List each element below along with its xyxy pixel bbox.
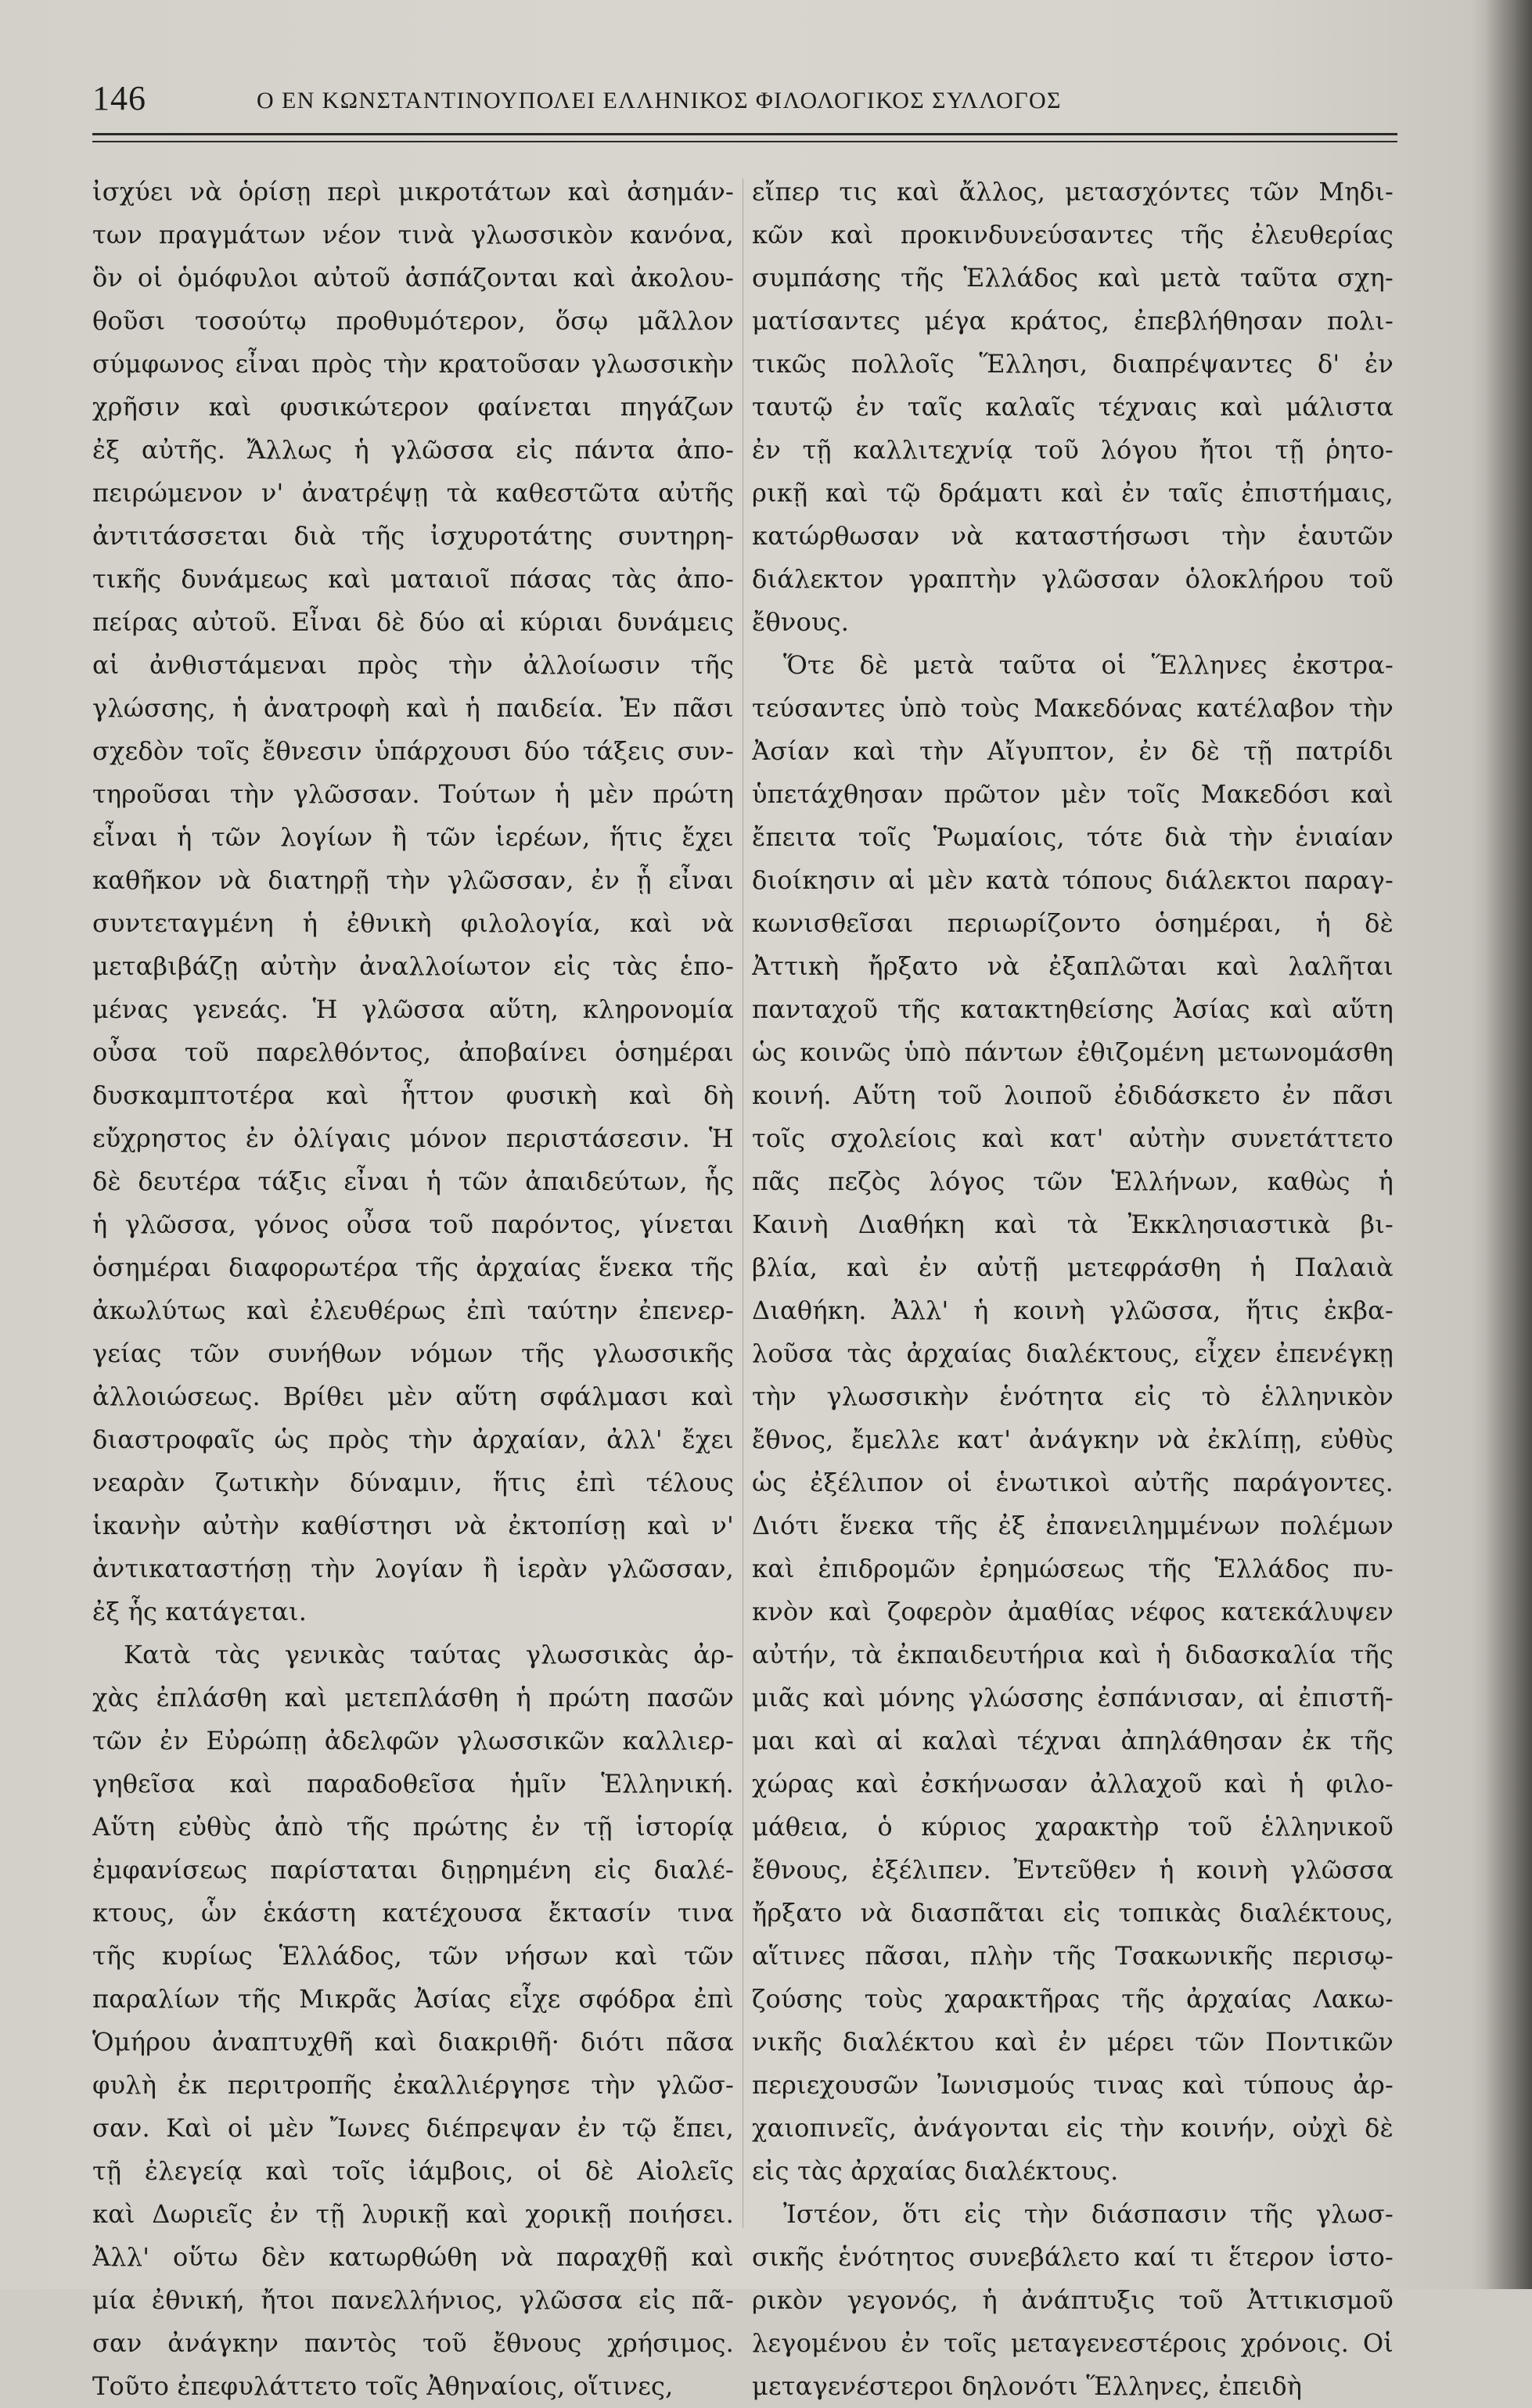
left-column-line: καὶ Δωριεῖς ἐν τῇ λυρικῇ καὶ χορικῇ ποιήσει.	[92, 2199, 734, 2229]
left-column-line: χὰς ἐπλάσθη καὶ μετεπλάσθη ἡ πρώτη πασῶν	[92, 1683, 734, 1713]
left-column-line: σαν ἀνάγκην παντὸς τοῦ ἔθνους χρήσιμος.	[92, 2328, 734, 2358]
right-column-line: κνὸν καὶ ζοφερὸν ἀμαθίας νέφος κατεκάλυψεν	[752, 1597, 1394, 1626]
left-column-line: ἀλλοιώσεως. Βρίθει μὲν αὕτη σφάλμασι καὶ	[92, 1382, 734, 1411]
left-column-line: αἱ ἀνθιστάμεναι πρὸς τὴν ἀλλοίωσιν τῆς	[92, 650, 734, 680]
right-column-line: Ὅτε δὲ μετὰ ταῦτα οἱ Ἕλληνες ἐκστρα-	[783, 650, 1394, 680]
right-column-line: Ἰστέον, ὅτι εἰς τὴν διάσπασιν τῆς γλωσ-	[783, 2199, 1394, 2229]
left-column-line: μεταβιβάζῃ αὐτὴν ἀναλλοίωτον εἰς τὰς ἑπο-	[92, 951, 734, 981]
left-column-line: εἶναι ἡ τῶν λογίων ἢ τῶν ἱερέων, ἥτις ἔχει	[92, 822, 734, 852]
right-column-line: ὡς ἐξέλιπον οἱ ἑνωτικοὶ αὐτῆς παράγοντες.	[752, 1468, 1394, 1497]
page-gutter-shadow	[1485, 0, 1532, 2289]
right-column-line: χαιοπινεῖς, ἀνάγονται εἰς τὴν κοινήν, οὐχὶ δὲ	[752, 2113, 1394, 2143]
left-column-line: κτους, ὧν ἑκάστη κατέχουσα ἔκτασίν τινα	[92, 1898, 734, 1928]
left-column-line: γλώσσης, ἡ ἀνατροφὴ καὶ ἡ παιδεία. Ἐν πᾶσι	[92, 693, 734, 723]
right-column-line: ὑπετάχθησαν πρῶτον μὲν τοῖς Μακεδόσι καὶ	[752, 779, 1394, 809]
page-number: 146	[92, 79, 146, 117]
right-column-line: πανταχοῦ τῆς κατακτηθείσης Ἀσίας καὶ αὕτη	[752, 994, 1394, 1024]
left-column-line: μία ἐθνική, ἤτοι πανελλήνιος, γλῶσσα εἰς πᾶ-	[92, 2285, 734, 2315]
right-column-line: μάθεια, ὁ κύριος χαρακτὴρ τοῦ ἑλληνικοῦ	[752, 1812, 1394, 1842]
left-column-line: νεαρὰν ζωτικὴν δύναμιν, ἥτις ἐπὶ τέλους	[92, 1468, 734, 1497]
left-column-line: σαν. Καὶ οἱ μὲν Ἴωνες διέπρεψαν ἐν τῷ ἔπει,	[92, 2113, 734, 2143]
right-column-line: διοίκησιν αἱ μὲν κατὰ τόπους διάλεκτοι παραγ-	[752, 865, 1394, 895]
left-column-line: διαστροφαῖς ὡς πρὸς τὴν ἀρχαίαν, ἀλλ' ἔχει	[92, 1425, 734, 1454]
right-column-line: ἤρξατο νὰ διασπᾶται εἰς τοπικὰς διαλέκτους,	[752, 1898, 1394, 1928]
left-column-line: σχεδὸν τοῖς ἔθνεσιν ὑπάρχουσι δύο τάξεις συν-	[92, 736, 734, 766]
left-column-line: φυλὴ ἐκ περιτροπῆς ἐκαλλιέργησε τὴν γλῶσ-	[92, 2070, 734, 2100]
left-column-line: ἰσχύει νὰ ὁρίσῃ περὶ μικροτάτων καὶ ἀσημάν-	[92, 177, 734, 207]
right-column-line: ταυτῷ ἐν ταῖς καλαῖς τέχναις καὶ μάλιστα	[752, 392, 1394, 422]
left-column-line: καθῆκον νὰ διατηρῇ τὴν γλῶσσαν, ἐν ᾗ εἶναι	[92, 865, 734, 895]
left-column-line: τηροῦσαι τὴν γλῶσσαν. Τούτων ἡ μὲν πρώτη	[92, 779, 734, 809]
right-column-line: ἔθνους.	[752, 607, 850, 637]
right-column-line: ὡς κοινῶς ὑπὸ πάντων ἐθιζομένη μετωνομάσθη	[752, 1037, 1394, 1067]
right-column-line: λοῦσα τὰς ἀρχαίας διαλέκτους, εἶχεν ἐπενέγκῃ	[752, 1339, 1394, 1368]
right-column-line: τὴν γλωσσικὴν ἑνότητα εἰς τὸ ἑλληνικὸν	[752, 1382, 1394, 1411]
right-column-line: συμπάσης τῆς Ἑλλάδος καὶ μετὰ ταῦτα σχη-	[752, 263, 1394, 293]
left-column-line: πειρώμενον ν' ἀνατρέψῃ τὰ καθεστῶτα αὐτῆς	[92, 478, 734, 508]
left-column-line: σύμφωνος εἶναι πρὸς τὴν κρατοῦσαν γλωσσικὴν	[92, 349, 734, 379]
left-column-line: εὔχρηστος ἐν ὀλίγαις μόνον περιστάσεσιν. Ἡ	[92, 1123, 734, 1153]
left-column-line: δυσκαμπτοτέρα καὶ ἧττον φυσικὴ καὶ δὴ	[92, 1080, 734, 1110]
left-column-line: Ἀλλ' οὕτω δὲν κατωρθώθη νὰ παραχθῇ καὶ	[92, 2242, 734, 2272]
left-column-line: δὲ δευτέρα τάξις εἶναι ἡ τῶν ἀπαιδεύτων, ἧς	[92, 1166, 734, 1196]
right-column-line: ἔθνος, ἔμελλε κατ' ἀνάγκην νὰ ἐκλίπῃ, εὐθὺς	[752, 1425, 1394, 1454]
left-column-line: τικῆς δυνάμεως καὶ ματαιοῖ πάσας τὰς ἀπο-	[92, 564, 734, 594]
right-column-line: βλία, καὶ ἐν αὐτῇ μετεφράσθη ἡ Παλαιὰ	[752, 1253, 1394, 1282]
right-column-line: Διότι ἕνεκα τῆς ἐξ ἐπανειλημμένων πολέμων	[752, 1511, 1394, 1540]
right-column-line: σικῆς ἑνότητος συνεβάλετο καί τι ἕτερον ἱστο-	[752, 2242, 1394, 2272]
left-column-line: τῇ ἐλεγείᾳ καὶ τοῖς ἰάμβοις, οἱ δὲ Αἰολεῖς	[92, 2156, 734, 2186]
left-column-line: πείρας αὐτοῦ. Εἶναι δὲ δύο αἱ κύριαι δυνάμεις	[92, 607, 734, 637]
right-column-line: μιᾶς καὶ μόνης γλώσσης ἐσπάνισαν, αἱ ἐπιστῆ-	[752, 1683, 1394, 1713]
right-column-line: αἵτινες πᾶσαι, πλὴν τῆς Τσακωνικῆς περισῳ-	[752, 1941, 1394, 1971]
right-column-line: ἔπειτα τοῖς Ῥωμαίοις, τότε διὰ τὴν ἑνιαίαν	[752, 822, 1394, 852]
right-column-line: ἔθνους, ἐξέλιπεν. Ἐντεῦθεν ἡ κοινὴ γλῶσσα	[752, 1855, 1394, 1885]
right-column-line: πᾶς πεζὸς λόγος τῶν Ἑλλήνων, καθὼς ἡ	[752, 1166, 1394, 1196]
left-column-line: Κατὰ τὰς γενικὰς ταύτας γλωσσικὰς ἀρ-	[124, 1640, 734, 1669]
left-column-line: ἀντιτάσσεται διὰ τῆς ἰσχυροτάτης συντηρη-	[92, 521, 734, 551]
right-column	[752, 171, 1394, 2408]
left-column-line: ἡ γλῶσσα, γόνος οὖσα τοῦ παρόντος, γίνεται	[92, 1209, 734, 1239]
left-column-line: χρῆσιν καὶ φυσικώτερον φαίνεται πηγάζων	[92, 392, 734, 422]
right-column-line: νικῆς διαλέκτου καὶ ἐν μέρει τῶν Ποντικῶν	[752, 2027, 1394, 2057]
right-column-line: διάλεκτον γραπτὴν γλῶσσαν ὁλοκλήρου τοῦ	[752, 564, 1394, 594]
left-column-line: ἀκωλύτως καὶ ἐλευθέρως ἐπὶ ταύτην ἐπενερ-	[92, 1296, 734, 1325]
right-column-line: ζούσης τοὺς χαρακτῆρας τῆς ἀρχαίας Λακω-	[752, 1984, 1394, 2014]
left-column-line: ἐξ ἧς κατάγεται.	[92, 1597, 307, 1626]
right-column-line: κατώρθωσαν νὰ καταστήσωσι τὴν ἑαυτῶν	[752, 521, 1394, 551]
right-column-line: καὶ ἐπιδρομῶν ἐρημώσεως τῆς Ἑλλάδος πυ-	[752, 1554, 1394, 1583]
header-rule-thin	[92, 141, 1397, 142]
right-column-line: εἰς τὰς ἀρχαίας διαλέκτους.	[752, 2156, 1119, 2186]
left-column	[92, 171, 734, 2408]
right-column-line: Ἀσίαν καὶ τὴν Αἴγυπτον, ἐν δὲ τῇ πατρίδι	[752, 736, 1394, 766]
right-column-line: Καινὴ Διαθήκη καὶ τὰ Ἐκκλησιαστικὰ βι-	[752, 1209, 1394, 1239]
left-column-line: Τοῦτο ἐπεφυλάττετο τοῖς Ἀθηναίοις, οἵτινες,	[92, 2371, 674, 2401]
left-column-line: Ὁμήρου ἀναπτυχθῆ καὶ διακριθῆ· διότι πᾶσα	[92, 2027, 734, 2057]
right-column-line: κῶν καὶ προκινδυνεύσαντες τῆς ἐλευθερίας	[752, 220, 1394, 250]
right-column-line: κωνισθεῖσαι περιωρίζοντο ὁσημέραι, ἡ δὲ	[752, 908, 1394, 938]
left-column-line: των πραγμάτων νέον τινὰ γλωσσικὸν κανόνα,	[92, 220, 734, 250]
right-column-line: ἐν τῇ καλλιτεχνίᾳ τοῦ λόγου ἤτοι τῇ ῥητο-	[752, 435, 1394, 465]
text-columns	[92, 171, 1397, 2401]
left-column-line: γείας τῶν συνήθων νόμων τῆς γλωσσικῆς	[92, 1339, 734, 1368]
left-column-line: ἐξ αὐτῆς. Ἄλλως ἡ γλῶσσα εἰς πάντα ἀπο-	[92, 435, 734, 465]
right-column-line: περιεχουσῶν Ἰωνισμούς τινας καὶ τύπους ἀρ-	[752, 2070, 1394, 2100]
left-column-line: ἐμφανίσεως παρίσταται διῃρημένη εἰς διαλέ-	[92, 1855, 734, 1885]
left-column-line: παραλίων τῆς Μικρᾶς Ἀσίας εἶχε σφόδρα ἐπὶ	[92, 1984, 734, 2014]
right-column-line: μεταγενέστεροι δηλονότι Ἕλληνες, ἐπειδὴ	[752, 2371, 1303, 2401]
left-column-line: συντεταγμένη ἡ ἐθνικὴ φιλολογία, καὶ νὰ	[92, 908, 734, 938]
left-column-line: θοῦσι τοσούτῳ προθυμότερον, ὅσῳ μᾶλλον	[92, 306, 734, 336]
right-column-line: χώρας καὶ ἐσκήνωσαν ἀλλαχοῦ καὶ ἡ φιλο-	[752, 1769, 1394, 1799]
right-column-line: ρικὸν γεγονός, ἡ ἀνάπτυξις τοῦ Ἀττικισμοῦ	[752, 2285, 1394, 2315]
right-column-line: τοῖς σχολείοις καὶ κατ' αὐτὴν συνετάττετο	[752, 1123, 1394, 1153]
right-column-line: ματίσαντες μέγα κράτος, ἐπεβλήθησαν πολι-	[752, 306, 1394, 336]
left-column-line: γηθεῖσα καὶ παραδοθεῖσα ἡμῖν Ἑλληνική.	[92, 1769, 734, 1799]
page-header	[92, 78, 1399, 125]
right-column-line: τεύσαντες ὑπὸ τοὺς Μακεδόνας κατέλαβον τὴν	[752, 693, 1394, 723]
left-column-line: ἱκανὴν αὐτὴν καθίστησι νὰ ἐκτοπίσῃ καὶ ν'	[92, 1511, 734, 1540]
right-column-line: κοινή. Αὕτη τοῦ λοιποῦ ἐδιδάσκετο ἐν πᾶσι	[752, 1080, 1394, 1110]
right-column-line: Ἀττικὴ ἤρξατο νὰ ἐξαπλῶται καὶ λαλῆται	[752, 951, 1394, 981]
right-column-line: ρικῇ καὶ τῷ δράματι καὶ ἐν ταῖς ἐπιστήμαις,	[752, 478, 1394, 508]
header-rule-thick	[92, 133, 1397, 135]
right-column-line: εἴπερ τις καὶ ἄλλος, μετασχόντες τῶν Μηδι-	[752, 177, 1394, 207]
left-column-line: οὖσα τοῦ παρελθόντος, ἀποβαίνει ὁσημέραι	[92, 1037, 734, 1067]
left-column-line: ὁσημέραι διαφορωτέρα τῆς ἀρχαίας ἕνεκα τῆς	[92, 1253, 734, 1282]
left-column-line: ἀντικαταστήσῃ τὴν λογίαν ἢ ἱερὰν γλῶσσαν,	[92, 1554, 734, 1583]
right-column-line: μαι καὶ αἱ καλαὶ τέχναι ἀπηλάθησαν ἐκ τῆς	[752, 1726, 1394, 1756]
running-title: Ο ΕΝ ΚΩΝΣΤΑΝΤΙΝΟΥΠΟΛΕΙ ΕΛΛΗΝΙΚΟΣ ΦΙΛΟΛΟΓΙΚΟΣ ΣΥΛΛΟΓΟΣ	[257, 88, 1062, 113]
left-column-line: Αὕτη εὐθὺς ἀπὸ τῆς πρώτης ἐν τῇ ἱστορίᾳ	[92, 1812, 734, 1842]
right-column-line: λεγομένου ἐν τοῖς μεταγενεστέροις χρόνοις. Οἱ	[752, 2328, 1394, 2358]
left-column-line: μένας γενεάς. Ἡ γλῶσσα αὕτη, κληρονομία	[92, 994, 734, 1024]
left-column-line: τῶν ἐν Εὐρώπῃ ἀδελφῶν γλωσσικῶν καλλιερ-	[92, 1726, 734, 1756]
left-column-line: ὃν οἱ ὁμόφυλοι αὐτοῦ ἀσπάζονται καὶ ἀκολου-	[92, 263, 734, 293]
right-column-line: τικῶς πολλοῖς Ἕλλησι, διαπρέψαντες δ' ἐν	[752, 349, 1394, 379]
right-column-line: αὐτήν, τὰ ἐκπαιδευτήρια καὶ ἡ διδασκαλία τῆς	[752, 1640, 1394, 1669]
left-column-line: τῆς κυρίως Ἑλλάδος, τῶν νήσων καὶ τῶν	[92, 1941, 734, 1971]
right-column-line: Διαθήκη. Ἀλλ' ἡ κοινὴ γλῶσσα, ἥτις ἐκβα-	[752, 1296, 1394, 1325]
